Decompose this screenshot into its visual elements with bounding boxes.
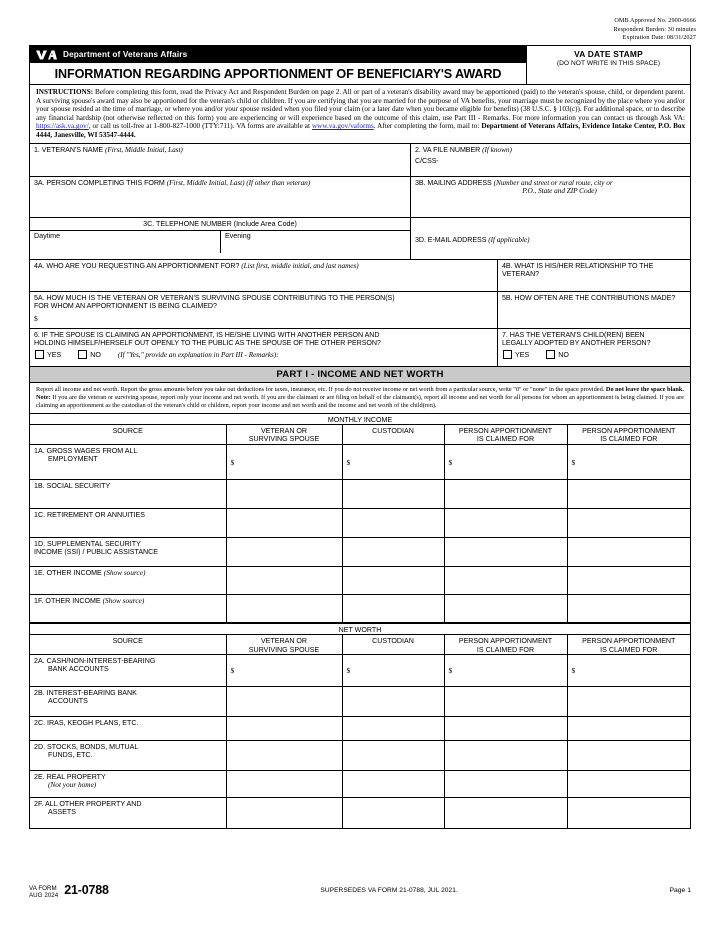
income-row-1f-text: 1F. OTHER INCOME <box>34 596 101 605</box>
networth-row-2b-line1: 2B. INTEREST-BEARING BANK <box>34 689 137 697</box>
monthly-income-table <box>30 413 690 623</box>
networth-2d-person1-input[interactable] <box>444 741 567 771</box>
va-date-stamp-box <box>527 46 690 84</box>
form-frame <box>29 45 691 829</box>
income-row-1a-line1: 1A. GROSS WAGES FROM ALL <box>34 446 138 455</box>
networth-2c-person1-input[interactable] <box>444 717 567 741</box>
checkbox-6-yes[interactable] <box>35 350 44 359</box>
row-spouse-adoption <box>30 328 690 366</box>
networth-row-2d-source <box>30 741 226 771</box>
checkbox-6-yes-label: YES <box>47 350 62 359</box>
networth-2a-person2-input[interactable] <box>567 655 690 687</box>
field-1-hint: (First, Middle Initial, Last) <box>105 144 183 154</box>
networth-row-2f-line2: ASSETS <box>48 808 76 817</box>
row-phone-email <box>30 217 690 259</box>
income-col-veteran-spouse <box>226 424 342 444</box>
checkbox-7-yes[interactable] <box>503 350 512 359</box>
part-1-note-bold-1: Do not leave the space blank. <box>605 385 684 393</box>
row-apportionment-for <box>30 259 690 291</box>
networth-row-2a-line1: 2A. CASH/NON-INTEREST-BEARING <box>34 657 156 665</box>
row-person-address <box>30 176 690 217</box>
date-stamp-note: (DO NOT WRITE IN THIS SPACE) <box>556 60 661 67</box>
income-col-person2-line1: PERSON APPORTIONMENT <box>582 426 676 435</box>
table-row <box>30 741 690 771</box>
networth-row-2c-source <box>30 717 226 741</box>
instructions-label: INSTRUCTIONS: <box>36 88 94 96</box>
part-1-note <box>30 382 690 413</box>
income-1a-person1-input[interactable] <box>444 444 567 479</box>
income-1a-custodian-input[interactable] <box>342 444 444 479</box>
networth-row-2c-line1: 2C. IRAS, KEOGH PLANS, ETC. <box>34 719 139 727</box>
income-1a-person1-dollar: $ <box>448 457 453 467</box>
income-1b-person1-input[interactable] <box>444 479 567 508</box>
networth-col-person1-line1: PERSON APPORTIONMENT <box>458 637 553 646</box>
networth-col-person-1 <box>444 635 567 655</box>
networth-band-row <box>30 623 690 634</box>
networth-2f-veteran-input[interactable] <box>226 798 342 828</box>
instructions-body-2: , or call us toll-free at 1-800-827-1000 (TTY:711). VA forms are available at <box>88 122 310 131</box>
networth-2f-custodian-input[interactable] <box>342 798 444 828</box>
income-row-1c-line1: 1C. RETIREMENT OR ANNUITIES <box>34 510 146 519</box>
va-logo-icon <box>35 49 57 61</box>
income-row-1a-line2: EMPLOYMENT <box>48 455 98 464</box>
income-1e-person2-input[interactable] <box>567 566 690 594</box>
networth-col-source: SOURCE <box>30 635 226 655</box>
footer-form-number: 21-0788 <box>64 883 109 897</box>
income-col-person2-line2: IS CLAIMED FOR <box>600 435 658 444</box>
networth-2d-person2-input[interactable] <box>567 741 690 771</box>
field-mailing-address[interactable] <box>410 177 690 217</box>
networth-2e-custodian-input[interactable] <box>342 771 444 798</box>
footer-form-label <box>29 884 58 900</box>
income-col-veteran-line2: SURVIVING SPOUSE <box>248 435 320 444</box>
income-1a-person2-input[interactable] <box>567 444 690 479</box>
networth-2a-veteran-dollar: $ <box>230 666 235 675</box>
networth-2e-veteran-input[interactable] <box>226 771 342 798</box>
form-title-wrap <box>30 63 526 84</box>
income-1d-veteran-input[interactable] <box>226 537 342 566</box>
networth-row-2b-line2: ACCOUNTS <box>48 697 88 706</box>
ask-va-link[interactable]: https://ask.va.gov/ <box>36 122 89 131</box>
income-col-person1-line1: PERSON APPORTIONMENT <box>458 426 553 435</box>
va-forms-link[interactable]: www.va.gov/vaforms <box>311 122 374 131</box>
networth-2a-person1-dollar: $ <box>448 666 453 675</box>
row-contribution <box>30 291 690 328</box>
part-1-note-a: Report all income and net worth. Report the gross amounts before you take out deductions for taxes, insurance, etc. If you do not receive income or net worth from a particular source, write "0" or "none" in the space provided. <box>36 385 605 393</box>
income-row-1f-line1 <box>34 597 222 605</box>
field-veterans-name[interactable] <box>30 144 410 176</box>
field-3b-hint-2: P.O., State and ZIP Code) <box>522 185 597 195</box>
networth-row-2d-line2: FUNDS, ETC. <box>48 751 93 760</box>
field-3a-hint: (First, Middle Initial, Last) (If other than veteran) <box>166 177 311 187</box>
footer-va-form-label: VA FORM <box>29 885 57 892</box>
field-spouse-cohabitation <box>30 329 497 366</box>
field-5a-dollar-sign: $ <box>34 314 38 324</box>
income-col-veteran-line1: VETERAN OR <box>260 426 308 435</box>
networth-2c-custodian-input[interactable] <box>342 717 444 741</box>
field-4a-label: 4A. WHO ARE YOU REQUESTING AN APPORTIONMENT FOR? <box>34 261 240 270</box>
field-email-address[interactable] <box>410 218 690 259</box>
table-row <box>30 687 690 717</box>
income-1c-veteran-input[interactable] <box>226 508 342 537</box>
field-5a-label: 5A. HOW MUCH IS THE VETERAN OR VETERAN'S SURVIVING SPOUSE CONTRIBUTING TO THE PERSON(S) <box>34 293 395 302</box>
networth-2a-person2-dollar: $ <box>571 666 576 675</box>
networth-row-2d-line1: 2D. STOCKS, BONDS, MUTUAL <box>34 743 139 751</box>
page-title: INFORMATION REGARDING APPORTIONMENT OF BENEFICIARY'S AWARD <box>54 66 502 81</box>
networth-2b-person2-input[interactable] <box>567 687 690 717</box>
field-6-note: (If "Yes," provide an explanation in Part III - Remarks): <box>117 350 279 359</box>
income-row-1c-source <box>30 508 226 537</box>
instructions-body-1: Before completing this form, read the Privacy Act and Respondent Burden on page 2. All or part of a veteran's disability award may be apportioned (paid) to the veteran's spouse, child, or dependent parent. A surviving spouse's award may also be apportioned for the veteran's child or children. If you are certifying that you are married for the purpose of VA benefits, your marriage must be recognized by the place where you and/or your spouse resided at the time of marriage, or where you and/or your spouse resided when you filed your claim (or a later date when you became eligible for benefits) (38 U.S.C. § 103(c)). For additional space, or to describe any financial hardship (not otherwise reflected on this form) you are experiencing or will experience based on the outcome of this claim, use Part III - Remarks. For more information you can contact us through Ask VA: <box>36 88 686 122</box>
field-relationship-to-veteran[interactable] <box>497 260 690 291</box>
networth-row-2e-source <box>30 771 226 798</box>
table-row <box>30 444 690 479</box>
income-1f-custodian-input[interactable] <box>342 594 444 622</box>
field-child-adopted <box>497 329 690 366</box>
field-2-hint: (If known) <box>482 144 512 154</box>
field-contribution-frequency[interactable] <box>497 292 690 328</box>
footer-form-id <box>29 884 109 900</box>
income-row-1f-source <box>30 594 226 622</box>
networth-2c-person2-input[interactable] <box>567 717 690 741</box>
field-3d-label: 3D. E-MAIL ADDRESS <box>415 235 487 244</box>
field-6-checkbox-group <box>34 350 493 359</box>
field-telephone-number <box>30 218 410 259</box>
income-row-1d-source <box>30 537 226 566</box>
field-7-checkbox-group <box>502 350 686 359</box>
income-1c-person1-input[interactable] <box>444 508 567 537</box>
networth-2d-custodian-input[interactable] <box>342 741 444 771</box>
networth-2b-custodian-input[interactable] <box>342 687 444 717</box>
income-col-person1-line2: IS CLAIMED FOR <box>476 435 535 444</box>
part-1-banner: PART I - INCOME AND NET WORTH <box>30 366 690 382</box>
part-1-note-b: If you are the veteran or surviving spouse, report only your income and net worth. If you are the claimant or are filing on behalf of the claimant(s), report all income and net worth for all persons for whom an apportionment is being claimed. If you are claiming an apportionment as the custodian of the veteran's child or children, report your income and net worth and the income and net worth of the child(ren). <box>36 393 684 409</box>
field-5b-label: 5B. HOW OFTEN ARE THE CONTRIBUTIONS MADE? <box>502 293 676 302</box>
agency-name: Department of Veterans Affairs <box>63 50 188 59</box>
income-1d-custodian-input[interactable] <box>342 537 444 566</box>
field-2-prefix: C/CSS- <box>415 156 439 165</box>
income-1d-person1-input[interactable] <box>444 537 567 566</box>
income-1b-custodian-input[interactable] <box>342 479 444 508</box>
mailing-address-text: Department of Veterans Affairs, Evidence Intake Center, P.O. Box 4444, Janesville, WI 53547-4444. <box>36 122 686 139</box>
income-1a-veteran-dollar: $ <box>230 457 235 467</box>
income-row-1e-source <box>30 566 226 594</box>
income-col-custodian: CUSTODIAN <box>342 424 444 444</box>
field-3c-label: 3C. TELEPHONE NUMBER <box>143 219 232 228</box>
field-7-label: 7. HAS THE VETERAN'S CHILD(REN) BEEN <box>502 330 645 339</box>
checkbox-7-no-label: NO <box>558 350 569 359</box>
networth-row-2b-source <box>30 687 226 717</box>
field-contribution-amount[interactable] <box>30 292 497 328</box>
income-1c-custodian-input[interactable] <box>342 508 444 537</box>
field-6-label: 6. IF THE SPOUSE IS CLAIMING AN APPORTIONMENT, IS HE/SHE LIVING WITH ANOTHER PERSON AND <box>34 330 380 339</box>
field-2-label: 2. VA FILE NUMBER <box>415 145 481 154</box>
field-person-completing-form[interactable] <box>30 177 410 217</box>
networth-2a-person1-input[interactable] <box>444 655 567 687</box>
table-row <box>30 566 690 594</box>
daytime-label: Daytime <box>34 231 61 240</box>
income-col-person-1 <box>444 424 567 444</box>
field-1-label: 1. VETERAN'S NAME <box>34 145 104 154</box>
income-1c-person2-input[interactable] <box>567 508 690 537</box>
field-3b-label: 3B. MAILING ADDRESS <box>415 178 492 187</box>
omb-approved-number: OMB Approved No. 2900-0666 <box>614 17 696 24</box>
checkbox-6-no[interactable] <box>78 350 87 359</box>
respondent-burden: Respondent Burden: 30 minutes <box>613 25 696 33</box>
income-1b-person2-input[interactable] <box>567 479 690 508</box>
networth-2f-person1-input[interactable] <box>444 798 567 828</box>
income-row-1a-source <box>30 444 226 479</box>
income-col-person-2 <box>567 424 690 444</box>
income-1e-veteran-input[interactable] <box>226 566 342 594</box>
networth-2a-custodian-dollar: $ <box>346 666 351 675</box>
income-header-row <box>30 424 690 444</box>
income-1b-veteran-input[interactable] <box>226 479 342 508</box>
income-1e-custodian-input[interactable] <box>342 566 444 594</box>
va-agency-band <box>30 46 526 63</box>
table-row <box>30 717 690 741</box>
networth-col-person-2 <box>567 635 690 655</box>
footer-form-date: AUG 2024 <box>29 892 59 900</box>
table-row <box>30 594 690 622</box>
field-7-label-2: LEGALLY ADOPTED BY ANOTHER PERSON? <box>502 338 651 347</box>
income-row-1e-hint: (Show source) <box>103 567 146 577</box>
income-1e-person1-input[interactable] <box>444 566 567 594</box>
field-3b-hint: (Number and street or rural route, city or <box>493 177 613 187</box>
telephone-split <box>30 230 410 253</box>
date-stamp-title: VA DATE STAMP <box>574 49 643 59</box>
table-row <box>30 798 690 828</box>
networth-2b-veteran-input[interactable] <box>226 687 342 717</box>
field-telephone-evening[interactable] <box>220 231 410 253</box>
omb-block <box>614 17 696 43</box>
form-header <box>30 46 690 84</box>
net-worth-table <box>30 623 690 828</box>
checkbox-7-no[interactable] <box>546 350 555 359</box>
field-apportionment-for[interactable] <box>30 260 497 291</box>
networth-col-custodian: CUSTODIAN <box>342 635 444 655</box>
expiration-date: Expiration Date: 08/31/2027 <box>622 34 696 42</box>
income-band-row <box>30 413 690 424</box>
networth-2b-person1-input[interactable] <box>444 687 567 717</box>
networth-col-veteran-spouse <box>226 635 342 655</box>
field-va-file-number[interactable] <box>410 144 690 176</box>
income-1d-person2-input[interactable] <box>567 537 690 566</box>
form-footer <box>29 884 691 900</box>
income-1f-veteran-input[interactable] <box>226 594 342 622</box>
networth-row-2a-source <box>30 655 226 687</box>
networth-row-2e-line1: 2E. REAL PROPERTY <box>34 773 106 781</box>
networth-col-person2-line2: IS CLAIMED FOR <box>600 645 658 654</box>
income-1f-person1-input[interactable] <box>444 594 567 622</box>
income-1a-person2-dollar: $ <box>571 457 576 467</box>
networth-col-person2-line1: PERSON APPORTIONMENT <box>582 637 676 646</box>
field-3c-hint: (Include Area Code) <box>233 219 297 228</box>
networth-2a-custodian-input[interactable] <box>342 655 444 687</box>
networth-2d-veteran-input[interactable] <box>226 741 342 771</box>
part-1-note-bold-2: Note: <box>36 393 51 401</box>
field-3a-label: 3A. PERSON COMPLETING THIS FORM <box>34 178 165 187</box>
field-telephone-daytime[interactable] <box>30 231 220 253</box>
field-5a-label-2: FOR WHOM AN APPORTIONMENT IS BEING CLAIMED? <box>34 301 217 310</box>
field-3c-title <box>30 218 410 230</box>
income-row-1e-line1 <box>34 569 222 577</box>
instructions-body-3: . After completing the form, mail to: <box>373 122 480 131</box>
income-1a-custodian-dollar: $ <box>346 457 351 467</box>
table-row <box>30 508 690 537</box>
income-1f-person2-input[interactable] <box>567 594 690 622</box>
networth-row-2f-line1: 2F. ALL OTHER PROPERTY AND <box>34 800 142 808</box>
networth-col-person1-line2: IS CLAIMED FOR <box>476 645 535 654</box>
income-row-1d-line2: INCOME (SSI) / PUBLIC ASSISTANCE <box>34 548 159 557</box>
field-4b-label-2: VETERAN? <box>502 269 540 278</box>
income-row-1f-hint: (Show source) <box>102 595 145 605</box>
networth-2f-person2-input[interactable] <box>567 798 690 828</box>
networth-col-veteran-line2: SURVIVING SPOUSE <box>248 645 320 654</box>
income-1a-veteran-input[interactable] <box>226 444 342 479</box>
instructions-block <box>30 84 690 143</box>
header-left <box>30 46 527 84</box>
monthly-income-band: MONTHLY INCOME <box>30 413 690 424</box>
networth-col-veteran-line1: VETERAN OR <box>260 637 308 646</box>
field-4b-label: 4B. WHAT IS HIS/HER RELATIONSHIP TO THE <box>502 261 654 270</box>
table-row <box>30 479 690 508</box>
income-col-source: SOURCE <box>30 424 226 444</box>
income-row-1d-line1: 1D. SUPPLEMENTAL SECURITY <box>34 539 141 548</box>
footer-page-number: Page 1 <box>669 887 691 894</box>
field-3d-hint: (If applicable) <box>488 234 530 244</box>
income-row-1e-text: 1E. OTHER INCOME <box>34 568 102 577</box>
checkbox-7-yes-label: YES <box>515 350 530 359</box>
field-4a-hint: (List first, middle initial, and last names) <box>241 260 359 270</box>
checkbox-6-no-label: NO <box>90 350 101 359</box>
networth-row-2f-source <box>30 798 226 828</box>
networth-2a-veteran-input[interactable] <box>226 655 342 687</box>
networth-2e-person1-input[interactable] <box>444 771 567 798</box>
networth-header-row <box>30 635 690 655</box>
net-worth-band: NET WORTH <box>30 623 690 634</box>
income-row-1b-source <box>30 479 226 508</box>
income-row-1b-line1: 1B. SOCIAL SECURITY <box>34 481 111 490</box>
footer-supersedes: SUPERSEDES VA FORM 21-0788, JUL 2021. <box>320 887 458 894</box>
networth-row-2e-hint: (Not your home) <box>48 780 97 790</box>
table-row <box>30 537 690 566</box>
evening-label: Evening <box>225 231 251 240</box>
networth-2e-person2-input[interactable] <box>567 771 690 798</box>
table-row <box>30 655 690 687</box>
field-6-label-2: HOLDING HIMSELF/HERSELF OUT OPENLY TO THE PUBLIC AS THE SPOUSE OF THE OTHER PERSON? <box>34 338 381 347</box>
networth-row-2a-line2: BANK ACCOUNTS <box>48 665 109 674</box>
row-name-filenumber <box>30 143 690 176</box>
table-row <box>30 771 690 798</box>
networth-2c-veteran-input[interactable] <box>226 717 342 741</box>
